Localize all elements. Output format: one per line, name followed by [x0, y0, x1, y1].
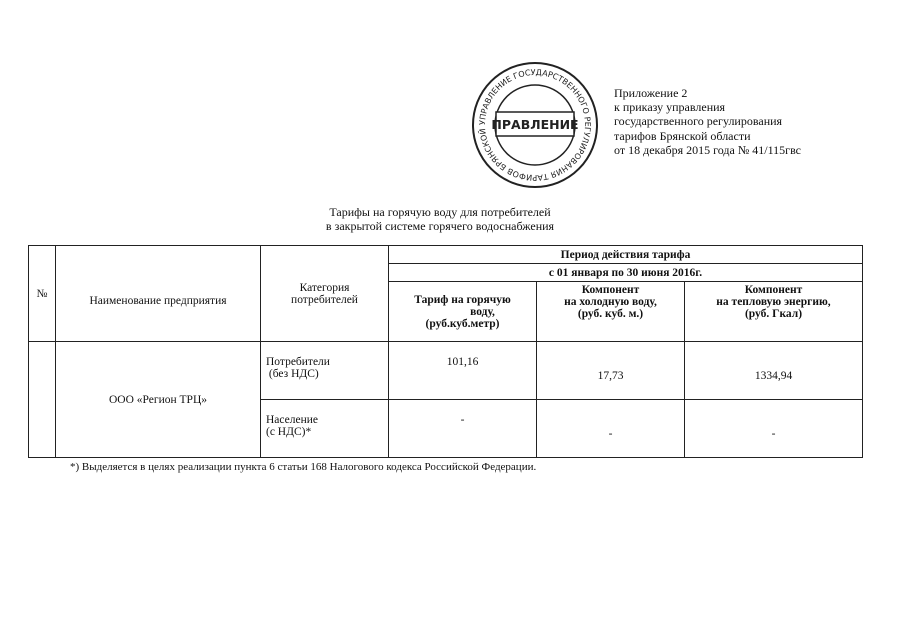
header-category [261, 246, 389, 342]
heat-value-cell: 1334,94 [685, 342, 863, 400]
header-cold-line-1: Компонент [581, 284, 640, 296]
annex-line-2: к приказу управления [614, 100, 726, 115]
header-hot-water-tariff [389, 282, 537, 342]
seal-center-text: ПРАВЛЕНИЕ [491, 117, 579, 132]
annex-line-4: тарифов Брянской области [614, 128, 751, 143]
footnote: *) Выделяется в целях реализации пункта 6 статьи 168 Налогового кодекса Российской Федерации. [70, 461, 537, 473]
tariff-table [28, 245, 863, 458]
header-cold-line-2: на холодную воду, [564, 296, 657, 308]
header-heat-line-2: на тепловую энергию, [716, 296, 831, 308]
header-company [56, 246, 261, 342]
header-tariff-line-1: Тариф на горячую [414, 293, 511, 306]
category-cell [261, 400, 389, 458]
title-line-1: Тарифы на горячую воду для потребителей [329, 205, 551, 219]
category-line-2: (без НДС) [266, 368, 319, 380]
category-line-1: Население [266, 414, 319, 426]
seal-ring-text: УПРАВЛЕНИЕ ГОСУДАРСТВЕННОГО РЕГУЛИРОВАНИЯ ТАРИФОВ БРЯНСКОЙ [477, 67, 593, 183]
seal-graphic [470, 60, 600, 190]
header-category-line-1: Категория [299, 281, 350, 294]
header-tariff-line-3: (руб.куб.метр) [425, 317, 500, 330]
tariff-value-cell: - [389, 400, 537, 458]
annex-header [614, 86, 801, 157]
header-period: Период действия тарифа [389, 246, 863, 264]
header-number: № [29, 246, 56, 342]
official-seal [470, 60, 600, 190]
header-company-label: Наименование предприятия [89, 294, 227, 307]
annex-line-3: государственного регулирования [614, 114, 783, 129]
header-heat-line-3: (руб. Гкал) [744, 308, 803, 320]
document-title [250, 205, 630, 233]
title-line-2: в закрытой системе горячего водоснабжения [325, 219, 555, 233]
table-row [29, 342, 863, 400]
row-number-cell [29, 342, 56, 458]
annex-line-5: от 18 декабря 2015 года № 41/115гвс [614, 142, 802, 157]
category-line-2: (с НДС)* [266, 426, 312, 438]
header-tariff-line-2: воду, [470, 305, 495, 318]
header-heat-component [685, 282, 863, 342]
category-cell [261, 342, 389, 400]
header-heat-line-1: Компонент [744, 284, 803, 296]
annex-line-1: Приложение 2 [614, 86, 688, 100]
header-category-line-2: потребителей [291, 293, 358, 306]
header-cold-water-component [537, 282, 685, 342]
header-cold-line-3: (руб. куб. м.) [577, 308, 644, 320]
heat-value-cell: - [685, 400, 863, 458]
tariff-value-cell: 101,16 [389, 342, 537, 400]
category-line-1: Потребители [266, 356, 330, 368]
cold-value-cell: - [537, 400, 685, 458]
cold-value-cell: 17,73 [537, 342, 685, 400]
company-cell: ООО «Регион ТРЦ» [56, 342, 261, 458]
header-period-range: с 01 января по 30 июня 2016г. [389, 264, 863, 282]
